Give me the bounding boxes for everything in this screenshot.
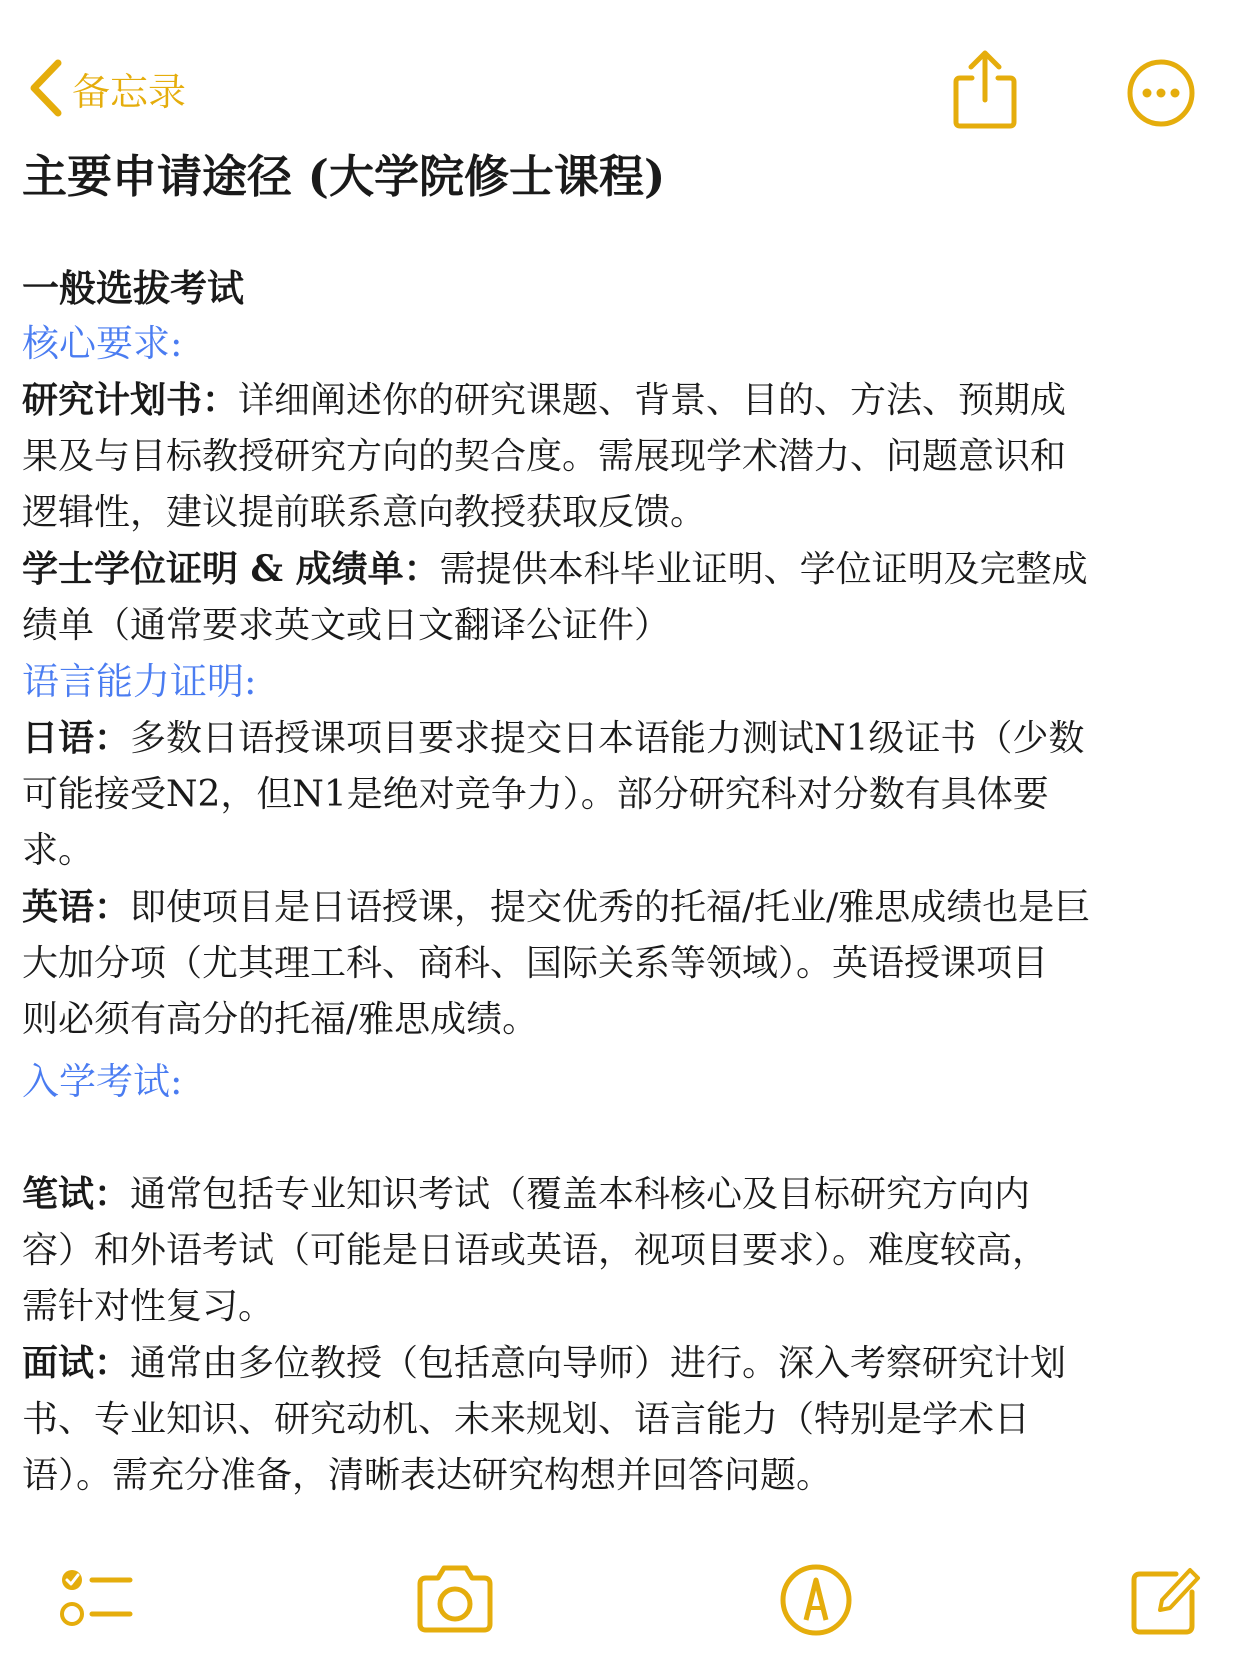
degree-line-2: 绩单（通常要求英文或日文翻译公证件） [22,605,671,646]
chevron-left-icon [26,59,66,117]
japanese-line-1: 日语：多数日语授课项目要求提交日本语能力测试N1级证书（少数 [22,717,1085,759]
written-line-3: 需针对性复习。 [22,1286,275,1327]
plan-line-1: 研究计划书：详细阐述你的研究课题、背景、目的、方法、预期成 [22,379,1067,421]
written-line-1: 笔试：通常包括专业知识考试（覆盖本科核心及目标研究方向内 [22,1173,1031,1215]
english-line-3: 则必须有高分的托福/雅思成绩。 [22,999,539,1040]
japanese-line-3: 求。 [22,830,95,871]
degree-line-1: 学士学位证明 & 成绩单：需提供本科毕业证明、学位证明及完整成 [22,548,1088,590]
plan-line-2: 果及与目标教授研究方向的契合度。需展现学术潜力、问题意识和 [22,436,1067,477]
entrance-exam-label: 入学考试: [22,1060,183,1103]
navigation-bar [0,0,1242,150]
markup-icon[interactable] [776,1560,856,1640]
japanese-line-2: 可能接受N2，但N1是绝对竞争力）。部分研究科对分数有具体要 [22,774,1049,815]
written-label: 笔试： [22,1173,131,1215]
back-button[interactable] [26,58,186,118]
note-body[interactable] [22,140,1222,1504]
interview-line-3: 语）。需充分准备，清晰表达研究构想并回答问题。 [22,1455,833,1496]
language-proof-label: 语言能力证明: [22,660,257,703]
english-line-2: 大加分项（尤其理工科、商科、国际关系等领域）。英语授课项目 [22,943,1049,984]
written-line-2: 容）和外语考试（可能是日语或英语，视项目要求）。难度较高， [22,1230,1049,1271]
plan-label: 研究计划书： [22,379,239,421]
plan-line-3: 逻辑性，建议提前联系意向教授获取反馈。 [22,492,707,533]
section-heading: 一般选拔考试 [22,266,244,310]
degree-label: 学士学位证明 & 成绩单： [22,548,440,590]
note-title: 主要申请途径 (大学院修士课程) [22,150,666,203]
camera-icon[interactable] [412,1560,498,1640]
checklist-icon[interactable] [58,1560,138,1640]
english-label: 英语： [22,886,131,928]
english-line-1: 英语：即使项目是日语授课，提交优秀的托福/托业/雅思成绩也是巨 [22,886,1091,928]
more-icon[interactable] [1126,58,1196,128]
core-requirements-label: 核心要求: [22,322,183,365]
interview-label: 面试： [22,1342,131,1384]
interview-line-1: 面试：通常由多位教授（包括意向导师）进行。深入考察研究计划 [22,1342,1067,1384]
back-label: 备忘录 [72,69,187,114]
interview-line-2: 书、专业知识、研究动机、未来规划、语言能力（特别是学术日 [22,1399,1031,1440]
bottom-toolbar [0,1560,1242,1660]
share-icon[interactable] [950,48,1020,130]
compose-icon[interactable] [1126,1560,1206,1640]
japanese-label: 日语： [22,717,131,759]
